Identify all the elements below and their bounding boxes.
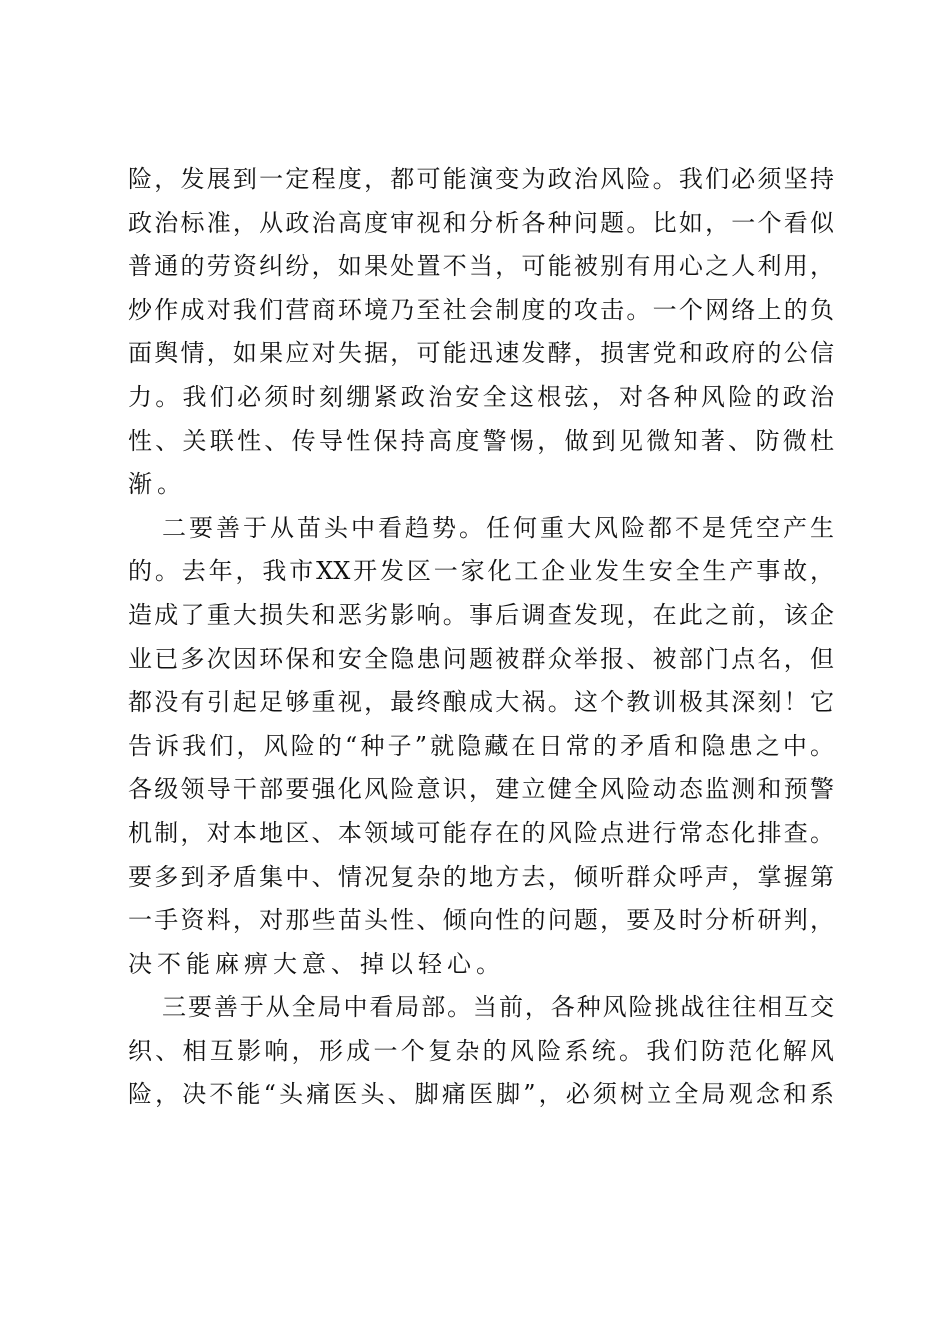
text-line: 的。去年，我市XX开发区一家化工企业发生安全生产事故，	[128, 557, 834, 586]
text-line: 造成了重大损失和恶劣影响。事后调查发现，在此之前，该企	[128, 600, 834, 629]
document-page	[128, 158, 834, 1117]
text-line: 都没有引起足够重视，最终酿成大祸。这个教训极其深刻！它	[128, 688, 834, 717]
text-line: 三要善于从全局中看局部。当前，各种风险挑战往往相互交	[162, 993, 834, 1022]
text-line: 织、相互影响，形成一个复杂的风险系统。我们防范化解风	[128, 1036, 834, 1065]
text-line: 政治标准，从政治高度审视和分析各种问题。比如，一个看似	[128, 208, 834, 237]
text-line: 性、关联性、传导性保持高度警惕，做到见微知著、防微杜	[128, 426, 834, 455]
paragraph	[128, 158, 834, 507]
text-line: 力。我们必须时刻绷紧政治安全这根弦，对各种风险的政治	[128, 382, 834, 411]
paragraph	[128, 986, 834, 1117]
text-line: 要多到矛盾集中、情况复杂的地方去，倾听群众呼声，掌握第	[128, 862, 834, 891]
text-line: 面舆情，如果应对失据，可能迅速发酵，损害党和政府的公信	[128, 339, 834, 368]
text-line: 渐。	[128, 470, 186, 499]
text-line: 二要善于从苗头中看趋势。任何重大风险都不是凭空产生	[162, 513, 834, 542]
text-line: 险，发展到一定程度，都可能演变为政治风险。我们必须坚持	[128, 165, 834, 193]
text-line: 告诉我们，风险的“种子”就隐藏在日常的矛盾和隐患之中。	[128, 731, 834, 760]
text-line: 一手资料，对那些苗头性、倾向性的问题，要及时分析研判，	[128, 906, 834, 935]
paragraph	[128, 507, 834, 987]
text-line: 各级领导干部要强化风险意识，建立健全风险动态监测和预警	[128, 775, 834, 804]
text-line: 炒作成对我们营商环境乃至社会制度的攻击。一个网络上的负	[128, 295, 834, 324]
text-line: 业已多次因环保和安全隐患问题被群众举报、被部门点名，但	[128, 644, 834, 673]
text-line: 险，决不能“头痛医头、脚痛医脚”，必须树立全局观念和系	[128, 1080, 834, 1109]
text-line: 决不能麻痹大意、掉以轻心。	[128, 949, 505, 978]
text-line: 普通的劳资纠纷，如果处置不当，可能被别有用心之人利用，	[128, 252, 834, 281]
text-line: 机制，对本地区、本领域可能存在的风险点进行常态化排查。	[128, 818, 834, 847]
